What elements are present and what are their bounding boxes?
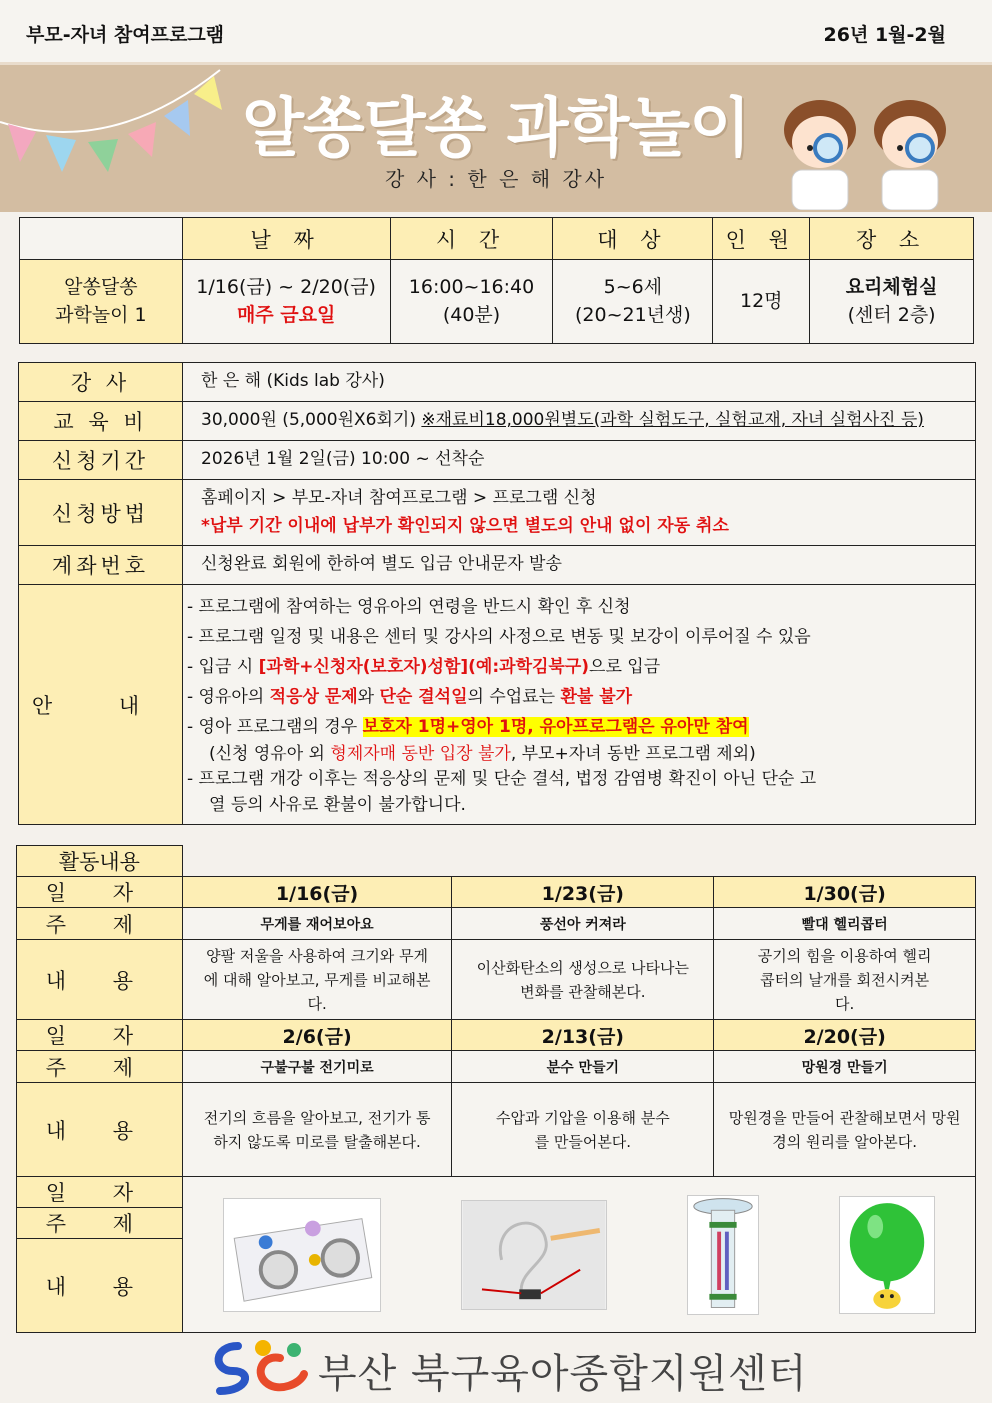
- bunting-decoration-icon: [0, 62, 240, 172]
- date-label: 일 자: [17, 1177, 183, 1208]
- center-logo-icon: [208, 1336, 313, 1396]
- fountain-bottle-photo-icon: [687, 1195, 759, 1315]
- program-period: 26년 1월-2월: [823, 24, 946, 46]
- account-label: 계좌번호: [19, 546, 183, 585]
- content-label: 내 용: [17, 1239, 183, 1333]
- date-label: 일 자: [17, 1020, 183, 1051]
- notice-item: - 영유아의 적응상 문제와 단순 결석일의 수업료는 환불 불가: [187, 686, 633, 707]
- topic-label: 주 제: [17, 1051, 183, 1083]
- fee-value: 30,000원 (5,000원X6회기) ※재료비18,000원별도(과학 실험도구, 실험교재, 자녀 실험사진 등): [183, 402, 976, 441]
- children-magnifier-illustration-icon: [770, 90, 970, 210]
- week6-date: 2/20(금): [714, 1020, 976, 1051]
- topic-label: 주 제: [17, 1208, 183, 1239]
- schedule-header-time: 시 간: [390, 218, 553, 260]
- week3-topic: 빨대 헬리콥터: [714, 908, 976, 940]
- instructor-label: 강 사: [19, 363, 183, 402]
- week1-topic: 무게를 재어보아요: [182, 908, 452, 940]
- program-count: 12명: [713, 260, 810, 344]
- activity-title: 활동내용: [17, 846, 183, 877]
- method-label: 신청방법: [19, 480, 183, 546]
- schedule-header-target: 대 상: [553, 218, 713, 260]
- week2-date: 1/23(금): [452, 877, 714, 908]
- week6-topic: 망원경 만들기: [714, 1051, 976, 1083]
- week1-date: 1/16(금): [182, 877, 452, 908]
- schedule-header-count: 인 원: [713, 218, 810, 260]
- notice-item: 열 등의 사유로 환불이 불가합니다.: [209, 794, 466, 815]
- week1-content: 양팔 저울을 사용하여 크기와 무게에 대해 알아보고, 무게를 비교해본다.: [182, 940, 452, 1020]
- activity-title-spacer: [182, 846, 975, 877]
- activity-table: [16, 845, 976, 1333]
- schedule-header-place: 장 소: [810, 218, 974, 260]
- notice-item: - 입금 시 [과학+신청자(보호자)성함](예:과학김북구)으로 입금: [187, 656, 661, 677]
- schedule-header-date: 날 짜: [182, 218, 390, 260]
- instructor-subtitle: 강 사 : 한 은 해 강사: [384, 167, 608, 191]
- content-label: 내 용: [17, 940, 183, 1020]
- week3-content: 공기의 힘을 이용하여 헬리콥터의 날개를 회전시켜본다.: [714, 940, 976, 1020]
- program-date: 1/16(금) ~ 2/20(금) 매주 금요일: [182, 260, 390, 344]
- program-name: 알쏭달쏭 과학놀이 1: [20, 260, 183, 344]
- date-label: 일 자: [17, 877, 183, 908]
- topic-label: 주 제: [17, 908, 183, 940]
- period-label: 신청기간: [19, 441, 183, 480]
- info-table: [18, 362, 976, 825]
- program-time: 16:00~16:40 (40분): [390, 260, 553, 344]
- week5-topic: 분수 만들기: [452, 1051, 714, 1083]
- week4-date: 2/6(금): [182, 1020, 452, 1051]
- notice-item: - 프로그램 개강 이후는 적응상의 문제 및 단순 결석, 법정 감염병 확진이 아닌 단순 고: [187, 768, 817, 789]
- activity-photos: [182, 1177, 975, 1333]
- schedule-table: [19, 217, 974, 344]
- week3-date: 1/30(금): [714, 877, 976, 908]
- period-value: 2026년 1월 2일(금) 10:00 ~ 선착순: [183, 441, 976, 480]
- footer: [208, 1336, 808, 1396]
- scale-kit-photo-icon: [223, 1198, 381, 1312]
- week6-content: 망원경을 만들어 관찰해보면서 망원경의 원리를 알아본다.: [714, 1083, 976, 1177]
- notice-item: - 영아 프로그램의 경우 보호자 1명+영아 1명, 유아프로그램은 유아만 참여: [187, 716, 749, 737]
- program-category: 부모-자녀 참여프로그램: [26, 24, 225, 46]
- week2-content: 이산화탄소의 생성으로 나타나는 변화를 관찰해본다.: [452, 940, 714, 1020]
- page-title: 알쏭달쏭 과학놀이: [242, 92, 750, 166]
- schedule-header-blank: [20, 218, 183, 260]
- notice-list: [183, 585, 976, 825]
- instructor-value: 한 은 해 (Kids lab 강사): [183, 363, 976, 402]
- method-value: 홈페이지 > 부모-자녀 참여프로그램 > 프로그램 신청 *납부 기간 이내에 납부가 확인되지 않으면 별도의 안내 없이 자동 취소: [183, 480, 976, 546]
- account-value: 신청완료 회원에 한하여 별도 입금 안내문자 발송: [183, 546, 976, 585]
- top-bar: [0, 0, 992, 62]
- balloon-photo-icon: [839, 1196, 935, 1314]
- week5-content: 수압과 기압을 이용해 분수를 만들어본다.: [452, 1083, 714, 1177]
- organization-name: 부산 북구육아종합지원센터: [318, 1351, 808, 1397]
- week4-topic: 구불구불 전기미로: [182, 1051, 452, 1083]
- week4-content: 전기의 흐름을 알아보고, 전기가 통하지 않도록 미로를 탈출해본다.: [182, 1083, 452, 1177]
- fee-label: 교 육 비: [19, 402, 183, 441]
- notice-item: (신청 영유아 외 형제자매 동반 입장 불가, 부모+자녀 동반 프로그램 제외): [209, 743, 756, 764]
- electric-maze-photo-icon: [461, 1200, 607, 1310]
- week2-topic: 풍선아 커져라: [452, 908, 714, 940]
- program-place: 요리체험실 (센터 2층): [810, 260, 974, 344]
- week5-date: 2/13(금): [452, 1020, 714, 1051]
- notice-item: - 프로그램에 참여하는 영유아의 연령을 반드시 확인 후 신청: [187, 596, 631, 617]
- program-target: 5~6세 (20~21년생): [553, 260, 713, 344]
- content-label: 내 용: [17, 1083, 183, 1177]
- notice-label: 안 내: [19, 585, 183, 825]
- notice-item: - 프로그램 일정 및 내용은 센터 및 강사의 사정으로 변동 및 보강이 이루어질 수 있음: [187, 626, 811, 647]
